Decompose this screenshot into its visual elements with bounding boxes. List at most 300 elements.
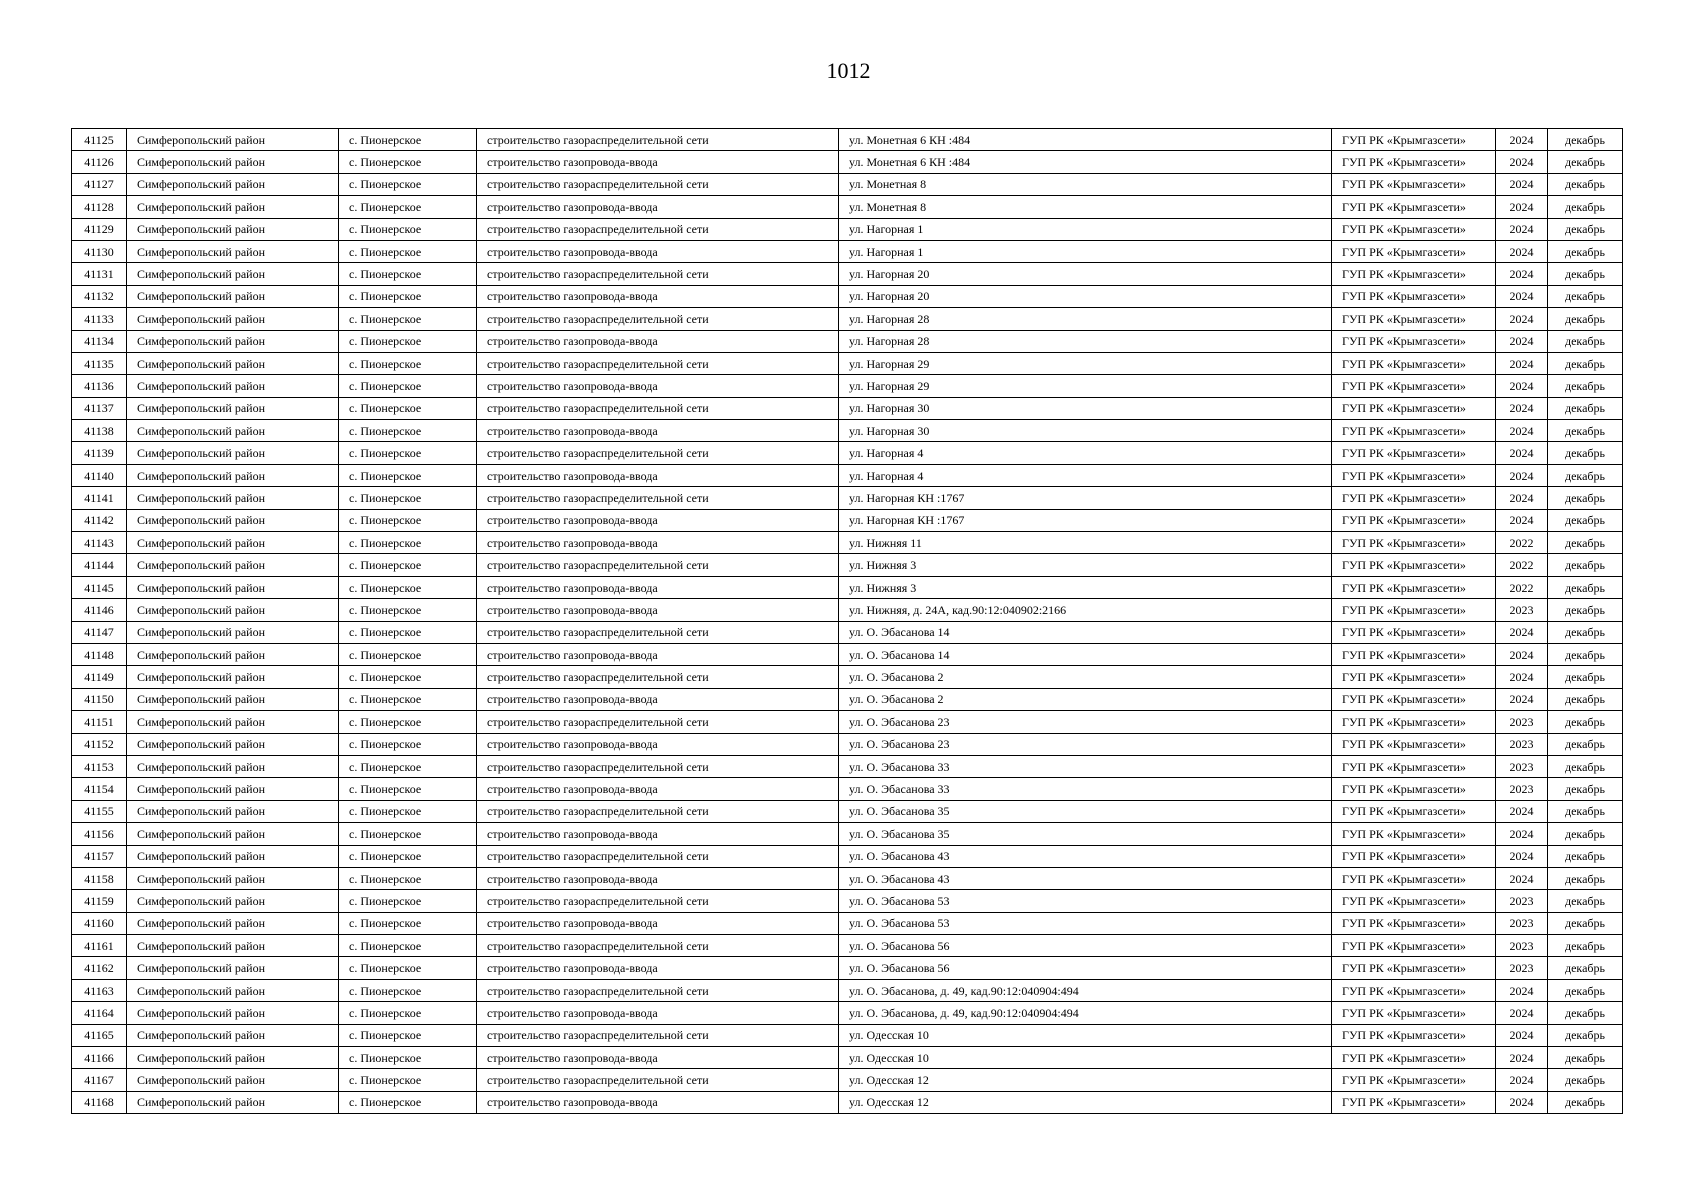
work-type-cell: строительство газораспределительной сети (477, 979, 839, 1001)
address-cell: ул. Одесская 10 (839, 1047, 1332, 1069)
table-row (72, 621, 1623, 643)
village-cell: с. Пионерское (339, 957, 477, 979)
village-cell: с. Пионерское (339, 867, 477, 889)
year-cell: 2024 (1496, 1002, 1548, 1024)
village-cell: с. Пионерское (339, 1024, 477, 1046)
district-cell: Симферопольский район (127, 666, 339, 688)
organization-cell: ГУП РК «Крымгазсети» (1332, 285, 1496, 307)
district-cell: Симферопольский район (127, 890, 339, 912)
district-cell: Симферопольский район (127, 912, 339, 934)
village-cell: с. Пионерское (339, 823, 477, 845)
year-cell: 2024 (1496, 375, 1548, 397)
village-cell: с. Пионерское (339, 263, 477, 285)
work-type-cell: строительство газораспределительной сети (477, 218, 839, 240)
district-cell: Симферопольский район (127, 778, 339, 800)
table-row (72, 800, 1623, 822)
address-cell: ул. Нагорная 1 (839, 218, 1332, 240)
year-cell: 2024 (1496, 688, 1548, 710)
work-type-cell: строительство газопровода-ввода (477, 823, 839, 845)
table-row (72, 196, 1623, 218)
district-cell: Симферопольский район (127, 352, 339, 374)
address-cell: ул. О. Эбасанова 2 (839, 688, 1332, 710)
address-cell: ул. Одесская 12 (839, 1069, 1332, 1091)
district-cell: Симферопольский район (127, 621, 339, 643)
year-cell: 2024 (1496, 1047, 1548, 1069)
month-cell: декабрь (1548, 509, 1623, 531)
district-cell: Симферопольский район (127, 957, 339, 979)
row-number-cell: 41148 (72, 643, 127, 665)
address-cell: ул. Монетная 8 (839, 196, 1332, 218)
district-cell: Симферопольский район (127, 487, 339, 509)
work-type-cell: строительство газораспределительной сети (477, 554, 839, 576)
table-row (72, 129, 1623, 151)
row-number-cell: 41149 (72, 666, 127, 688)
year-cell: 2023 (1496, 935, 1548, 957)
table-row (72, 912, 1623, 934)
month-cell: декабрь (1548, 1091, 1623, 1113)
registry-table (71, 128, 1623, 1114)
row-number-cell: 41159 (72, 890, 127, 912)
village-cell: с. Пионерское (339, 890, 477, 912)
district-cell: Симферопольский район (127, 979, 339, 1001)
organization-cell: ГУП РК «Крымгазсети» (1332, 912, 1496, 934)
row-number-cell: 41138 (72, 420, 127, 442)
work-type-cell: строительство газопровода-ввода (477, 532, 839, 554)
district-cell: Симферопольский район (127, 218, 339, 240)
month-cell: декабрь (1548, 979, 1623, 1001)
district-cell: Симферопольский район (127, 1024, 339, 1046)
year-cell: 2024 (1496, 487, 1548, 509)
month-cell: декабрь (1548, 800, 1623, 822)
page-number: 1012 (826, 58, 871, 83)
address-cell: ул. Нагорная КН :1767 (839, 487, 1332, 509)
work-type-cell: строительство газораспределительной сети (477, 263, 839, 285)
table-row (72, 688, 1623, 710)
month-cell: декабрь (1548, 151, 1623, 173)
registry-body (72, 129, 1623, 1114)
year-cell: 2024 (1496, 867, 1548, 889)
row-number-cell: 41165 (72, 1024, 127, 1046)
address-cell: ул. Нагорная 30 (839, 420, 1332, 442)
work-type-cell: строительство газораспределительной сети (477, 666, 839, 688)
village-cell: с. Пионерское (339, 912, 477, 934)
district-cell: Симферопольский район (127, 733, 339, 755)
work-type-cell: строительство газопровода-ввода (477, 688, 839, 710)
month-cell: декабрь (1548, 1069, 1623, 1091)
month-cell: декабрь (1548, 420, 1623, 442)
work-type-cell: строительство газопровода-ввода (477, 420, 839, 442)
row-number-cell: 41125 (72, 129, 127, 151)
month-cell: декабрь (1548, 957, 1623, 979)
address-cell: ул. О. Эбасанова 43 (839, 867, 1332, 889)
table-row (72, 755, 1623, 777)
organization-cell: ГУП РК «Крымгазсети» (1332, 621, 1496, 643)
district-cell: Симферопольский район (127, 263, 339, 285)
address-cell: ул. Нагорная 29 (839, 352, 1332, 374)
year-cell: 2024 (1496, 979, 1548, 1001)
table-row (72, 263, 1623, 285)
village-cell: с. Пионерское (339, 196, 477, 218)
organization-cell: ГУП РК «Крымгазсети» (1332, 308, 1496, 330)
district-cell: Симферопольский район (127, 643, 339, 665)
district-cell: Симферопольский район (127, 196, 339, 218)
table-row (72, 442, 1623, 464)
district-cell: Симферопольский район (127, 308, 339, 330)
district-cell: Симферопольский район (127, 1091, 339, 1113)
month-cell: декабрь (1548, 867, 1623, 889)
organization-cell: ГУП РК «Крымгазсети» (1332, 1024, 1496, 1046)
district-cell: Симферопольский район (127, 1069, 339, 1091)
year-cell: 2023 (1496, 599, 1548, 621)
address-cell: ул. Одесская 10 (839, 1024, 1332, 1046)
organization-cell: ГУП РК «Крымгазсети» (1332, 733, 1496, 755)
district-cell: Симферопольский район (127, 532, 339, 554)
table-row (72, 1002, 1623, 1024)
year-cell: 2024 (1496, 263, 1548, 285)
year-cell: 2023 (1496, 778, 1548, 800)
row-number-cell: 41132 (72, 285, 127, 307)
year-cell: 2024 (1496, 800, 1548, 822)
table-row (72, 643, 1623, 665)
address-cell: ул. О. Эбасанова 14 (839, 621, 1332, 643)
table-row (72, 957, 1623, 979)
village-cell: с. Пионерское (339, 554, 477, 576)
address-cell: ул. О. Эбасанова, д. 49, кад.90:12:040904:494 (839, 1002, 1332, 1024)
month-cell: декабрь (1548, 823, 1623, 845)
organization-cell: ГУП РК «Крымгазсети» (1332, 823, 1496, 845)
village-cell: с. Пионерское (339, 375, 477, 397)
year-cell: 2024 (1496, 643, 1548, 665)
row-number-cell: 41161 (72, 935, 127, 957)
table-row (72, 1047, 1623, 1069)
month-cell: декабрь (1548, 1024, 1623, 1046)
district-cell: Симферопольский район (127, 129, 339, 151)
village-cell: с. Пионерское (339, 643, 477, 665)
year-cell: 2023 (1496, 755, 1548, 777)
village-cell: с. Пионерское (339, 464, 477, 486)
address-cell: ул. Нагорная 20 (839, 263, 1332, 285)
row-number-cell: 41144 (72, 554, 127, 576)
organization-cell: ГУП РК «Крымгазсети» (1332, 151, 1496, 173)
table-row (72, 599, 1623, 621)
month-cell: декабрь (1548, 912, 1623, 934)
month-cell: декабрь (1548, 935, 1623, 957)
village-cell: с. Пионерское (339, 330, 477, 352)
month-cell: декабрь (1548, 554, 1623, 576)
district-cell: Симферопольский район (127, 240, 339, 262)
organization-cell: ГУП РК «Крымгазсети» (1332, 218, 1496, 240)
organization-cell: ГУП РК «Крымгазсети» (1332, 263, 1496, 285)
month-cell: декабрь (1548, 666, 1623, 688)
organization-cell: ГУП РК «Крымгазсети» (1332, 554, 1496, 576)
address-cell: ул. О. Эбасанова 14 (839, 643, 1332, 665)
organization-cell: ГУП РК «Крымгазсети» (1332, 1002, 1496, 1024)
organization-cell: ГУП РК «Крымгазсети» (1332, 957, 1496, 979)
month-cell: декабрь (1548, 308, 1623, 330)
row-number-cell: 41160 (72, 912, 127, 934)
month-cell: декабрь (1548, 1047, 1623, 1069)
work-type-cell: строительство газопровода-ввода (477, 576, 839, 598)
work-type-cell: строительство газопровода-ввода (477, 1002, 839, 1024)
district-cell: Симферопольский район (127, 576, 339, 598)
year-cell: 2024 (1496, 151, 1548, 173)
row-number-cell: 41145 (72, 576, 127, 598)
address-cell: ул. Нижняя 11 (839, 532, 1332, 554)
address-cell: ул. Одесская 12 (839, 1091, 1332, 1113)
year-cell: 2024 (1496, 845, 1548, 867)
year-cell: 2023 (1496, 912, 1548, 934)
row-number-cell: 41139 (72, 442, 127, 464)
village-cell: с. Пионерское (339, 218, 477, 240)
address-cell: ул. О. Эбасанова 2 (839, 666, 1332, 688)
address-cell: ул. О. Эбасанова 23 (839, 733, 1332, 755)
organization-cell: ГУП РК «Крымгазсети» (1332, 240, 1496, 262)
row-number-cell: 41126 (72, 151, 127, 173)
district-cell: Симферопольский район (127, 151, 339, 173)
table-row (72, 979, 1623, 1001)
village-cell: с. Пионерское (339, 1069, 477, 1091)
district-cell: Симферопольский район (127, 397, 339, 419)
work-type-cell: строительство газораспределительной сети (477, 1069, 839, 1091)
year-cell: 2024 (1496, 1024, 1548, 1046)
row-number-cell: 41162 (72, 957, 127, 979)
month-cell: декабрь (1548, 330, 1623, 352)
table-row (72, 487, 1623, 509)
table-row (72, 890, 1623, 912)
address-cell: ул. Нагорная КН :1767 (839, 509, 1332, 531)
row-number-cell: 41151 (72, 711, 127, 733)
year-cell: 2023 (1496, 733, 1548, 755)
organization-cell: ГУП РК «Крымгазсети» (1332, 397, 1496, 419)
table-row (72, 330, 1623, 352)
work-type-cell: строительство газораспределительной сети (477, 935, 839, 957)
village-cell: с. Пионерское (339, 711, 477, 733)
work-type-cell: строительство газораспределительной сети (477, 845, 839, 867)
row-number-cell: 41140 (72, 464, 127, 486)
month-cell: декабрь (1548, 196, 1623, 218)
table-row (72, 1069, 1623, 1091)
organization-cell: ГУП РК «Крымгазсети» (1332, 890, 1496, 912)
table-row (72, 867, 1623, 889)
row-number-cell: 41164 (72, 1002, 127, 1024)
district-cell: Симферопольский район (127, 173, 339, 195)
district-cell: Симферопольский район (127, 800, 339, 822)
work-type-cell: строительство газопровода-ввода (477, 240, 839, 262)
village-cell: с. Пионерское (339, 352, 477, 374)
row-number-cell: 41152 (72, 733, 127, 755)
organization-cell: ГУП РК «Крымгазсети» (1332, 1091, 1496, 1113)
row-number-cell: 41143 (72, 532, 127, 554)
year-cell: 2024 (1496, 240, 1548, 262)
work-type-cell: строительство газораспределительной сети (477, 352, 839, 374)
village-cell: с. Пионерское (339, 173, 477, 195)
row-number-cell: 41155 (72, 800, 127, 822)
year-cell: 2024 (1496, 330, 1548, 352)
table-row (72, 666, 1623, 688)
year-cell: 2024 (1496, 308, 1548, 330)
work-type-cell: строительство газопровода-ввода (477, 151, 839, 173)
village-cell: с. Пионерское (339, 688, 477, 710)
year-cell: 2023 (1496, 890, 1548, 912)
address-cell: ул. Монетная 8 (839, 173, 1332, 195)
row-number-cell: 41154 (72, 778, 127, 800)
table-row (72, 218, 1623, 240)
month-cell: декабрь (1548, 755, 1623, 777)
month-cell: декабрь (1548, 285, 1623, 307)
address-cell: ул. О. Эбасанова 56 (839, 935, 1332, 957)
work-type-cell: строительство газопровода-ввода (477, 957, 839, 979)
address-cell: ул. О. Эбасанова 35 (839, 823, 1332, 845)
table-row (72, 576, 1623, 598)
district-cell: Симферопольский район (127, 755, 339, 777)
month-cell: декабрь (1548, 576, 1623, 598)
year-cell: 2022 (1496, 576, 1548, 598)
work-type-cell: строительство газопровода-ввода (477, 1047, 839, 1069)
year-cell: 2024 (1496, 196, 1548, 218)
year-cell: 2024 (1496, 823, 1548, 845)
organization-cell: ГУП РК «Крымгазсети» (1332, 845, 1496, 867)
village-cell: с. Пионерское (339, 151, 477, 173)
village-cell: с. Пионерское (339, 532, 477, 554)
district-cell: Симферопольский район (127, 1002, 339, 1024)
row-number-cell: 41158 (72, 867, 127, 889)
table-row (72, 509, 1623, 531)
work-type-cell: строительство газораспределительной сети (477, 711, 839, 733)
district-cell: Симферопольский район (127, 1047, 339, 1069)
work-type-cell: строительство газораспределительной сети (477, 487, 839, 509)
table-row (72, 1024, 1623, 1046)
district-cell: Симферопольский район (127, 867, 339, 889)
work-type-cell: строительство газораспределительной сети (477, 1024, 839, 1046)
work-type-cell: строительство газопровода-ввода (477, 330, 839, 352)
district-cell: Симферопольский район (127, 285, 339, 307)
district-cell: Симферопольский район (127, 509, 339, 531)
organization-cell: ГУП РК «Крымгазсети» (1332, 352, 1496, 374)
table-row (72, 711, 1623, 733)
organization-cell: ГУП РК «Крымгазсети» (1332, 800, 1496, 822)
month-cell: декабрь (1548, 845, 1623, 867)
organization-cell: ГУП РК «Крымгазсети» (1332, 532, 1496, 554)
village-cell: с. Пионерское (339, 621, 477, 643)
address-cell: ул. Нагорная 28 (839, 308, 1332, 330)
year-cell: 2023 (1496, 711, 1548, 733)
village-cell: с. Пионерское (339, 778, 477, 800)
organization-cell: ГУП РК «Крымгазсети» (1332, 330, 1496, 352)
month-cell: декабрь (1548, 711, 1623, 733)
table-row (72, 464, 1623, 486)
year-cell: 2024 (1496, 397, 1548, 419)
row-number-cell: 41146 (72, 599, 127, 621)
row-number-cell: 41127 (72, 173, 127, 195)
year-cell: 2024 (1496, 218, 1548, 240)
address-cell: ул. Нагорная 28 (839, 330, 1332, 352)
address-cell: ул. О. Эбасанова 23 (839, 711, 1332, 733)
table-row (72, 240, 1623, 262)
work-type-cell: строительство газораспределительной сети (477, 890, 839, 912)
organization-cell: ГУП РК «Крымгазсети» (1332, 442, 1496, 464)
month-cell: декабрь (1548, 397, 1623, 419)
district-cell: Симферопольский район (127, 823, 339, 845)
work-type-cell: строительство газораспределительной сети (477, 800, 839, 822)
village-cell: с. Пионерское (339, 733, 477, 755)
month-cell: декабрь (1548, 352, 1623, 374)
district-cell: Симферопольский район (127, 845, 339, 867)
work-type-cell: строительство газопровода-ввода (477, 867, 839, 889)
organization-cell: ГУП РК «Крымгазсети» (1332, 1047, 1496, 1069)
village-cell: с. Пионерское (339, 1002, 477, 1024)
month-cell: декабрь (1548, 240, 1623, 262)
organization-cell: ГУП РК «Крымгазсети» (1332, 643, 1496, 665)
work-type-cell: строительство газораспределительной сети (477, 442, 839, 464)
organization-cell: ГУП РК «Крымгазсети» (1332, 196, 1496, 218)
work-type-cell: строительство газопровода-ввода (477, 733, 839, 755)
village-cell: с. Пионерское (339, 1091, 477, 1113)
table-row (72, 935, 1623, 957)
village-cell: с. Пионерское (339, 487, 477, 509)
year-cell: 2024 (1496, 285, 1548, 307)
work-type-cell: строительство газопровода-ввода (477, 196, 839, 218)
month-cell: декабрь (1548, 890, 1623, 912)
year-cell: 2023 (1496, 957, 1548, 979)
organization-cell: ГУП РК «Крымгазсети» (1332, 979, 1496, 1001)
table-row (72, 733, 1623, 755)
year-cell: 2024 (1496, 621, 1548, 643)
village-cell: с. Пионерское (339, 129, 477, 151)
address-cell: ул. О. Эбасанова 56 (839, 957, 1332, 979)
table-row (72, 532, 1623, 554)
row-number-cell: 41136 (72, 375, 127, 397)
month-cell: декабрь (1548, 1002, 1623, 1024)
month-cell: декабрь (1548, 263, 1623, 285)
work-type-cell: строительство газопровода-ввода (477, 375, 839, 397)
village-cell: с. Пионерское (339, 397, 477, 419)
row-number-cell: 41133 (72, 308, 127, 330)
row-number-cell: 41156 (72, 823, 127, 845)
address-cell: ул. Нагорная 30 (839, 397, 1332, 419)
table-row (72, 823, 1623, 845)
year-cell: 2024 (1496, 1069, 1548, 1091)
month-cell: декабрь (1548, 778, 1623, 800)
village-cell: с. Пионерское (339, 442, 477, 464)
table-row (72, 1091, 1623, 1113)
year-cell: 2022 (1496, 554, 1548, 576)
village-cell: с. Пионерское (339, 935, 477, 957)
address-cell: ул. О. Эбасанова 53 (839, 912, 1332, 934)
address-cell: ул. Нижняя, д. 24А, кад.90:12:040902:2166 (839, 599, 1332, 621)
village-cell: с. Пионерское (339, 576, 477, 598)
address-cell: ул. О. Эбасанова 33 (839, 755, 1332, 777)
district-cell: Симферопольский район (127, 935, 339, 957)
work-type-cell: строительство газопровода-ввода (477, 464, 839, 486)
row-number-cell: 41147 (72, 621, 127, 643)
year-cell: 2022 (1496, 532, 1548, 554)
row-number-cell: 41166 (72, 1047, 127, 1069)
table-row (72, 375, 1623, 397)
organization-cell: ГУП РК «Крымгазсети» (1332, 1069, 1496, 1091)
work-type-cell: строительство газопровода-ввода (477, 285, 839, 307)
village-cell: с. Пионерское (339, 240, 477, 262)
row-number-cell: 41141 (72, 487, 127, 509)
year-cell: 2024 (1496, 173, 1548, 195)
district-cell: Симферопольский район (127, 711, 339, 733)
organization-cell: ГУП РК «Крымгазсети» (1332, 420, 1496, 442)
village-cell: с. Пионерское (339, 420, 477, 442)
organization-cell: ГУП РК «Крымгазсети» (1332, 576, 1496, 598)
month-cell: декабрь (1548, 218, 1623, 240)
work-type-cell: строительство газораспределительной сети (477, 755, 839, 777)
table-row (72, 352, 1623, 374)
district-cell: Симферопольский район (127, 375, 339, 397)
